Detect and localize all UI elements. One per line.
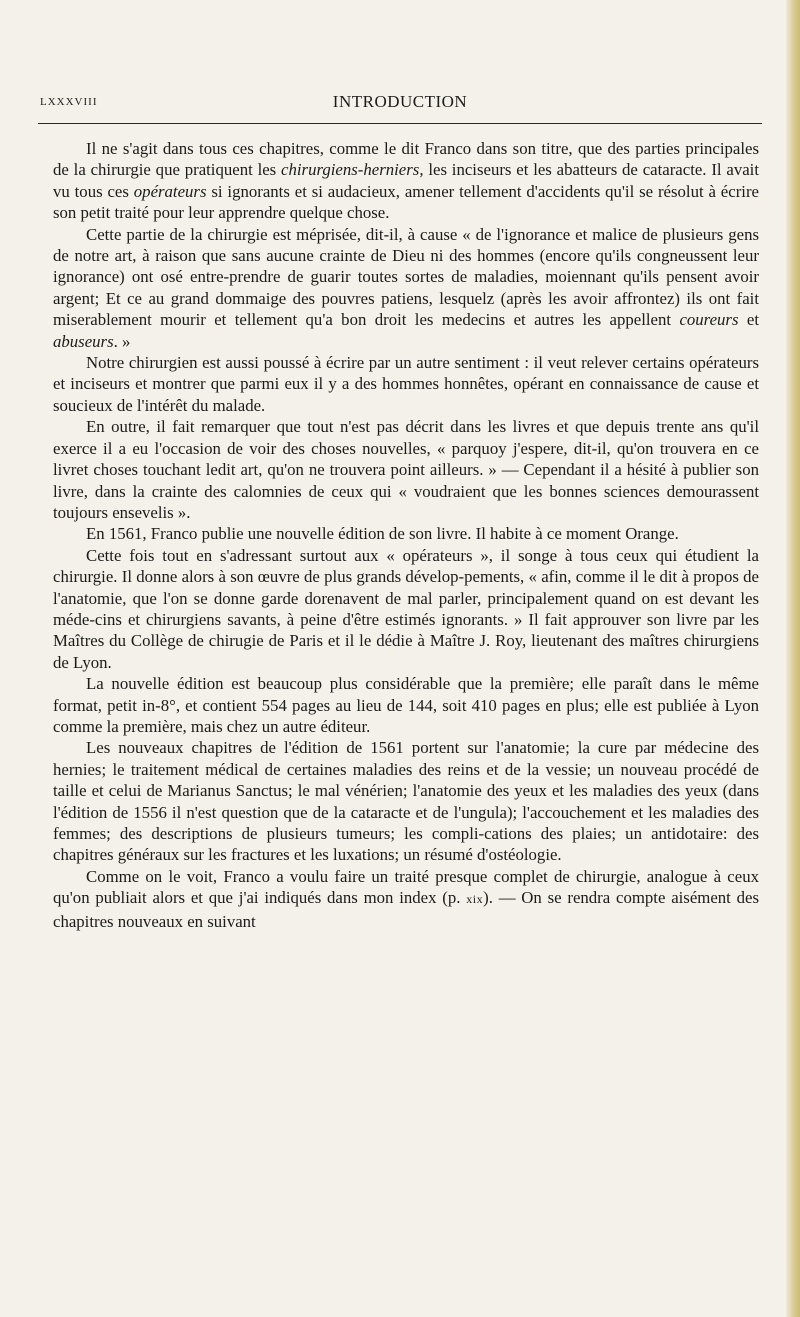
paragraph-8: Les nouveaux chapitres de l'édition de 1561 portent sur l'anatomie; la cure par médecine des hernies; le traitement médical de certaines maladies des reins et de la vessie; un nouveau procédé de taille et celui de Marianus Sanctus; le mal vénérien; l'anatomie des yeux et les maladies des yeux (dans l'édition de 1556 il n'est question que de la cataracte et de l'ungula); l'accouchement et les maladies des femmes; des descriptions de plusieurs tumeurs; les compli-cations des plaies; un antidotaire: des chapitres généraux sur les fractures et les luxations; un résumé d'ostéologie. [53, 738, 759, 865]
paragraph-2-italic-abuseurs: abuseurs [53, 331, 114, 351]
running-header [40, 92, 760, 120]
paragraph-2-text-a: Cette partie de la chirurgie est méprisée, dit-il, à cause « de l'ignorance et malice de plusieurs gens de notre art, à raison que sans aucune crainte de Dieu ni des hommes (encore qu'ils congneussent leur ignorance) ont osé entre-prendre de guarir toutes sortes de maladies, moiennant qu'ils pensent avoir argent; Et ce au grand dommaige des pouvres patiens, lesquelz (après les avoir affrontez) ils ont fait miserablement mourir et tellement qu'a bon droit les medecins et autres les appellent [53, 224, 759, 330]
paragraph-9-text-a: Comme on le voit, Franco a voulu faire un traité presque complet de chirurgie, analogue à ceux qu'on publiait alors et que j'ai indiqués dans mon index (p. [53, 866, 759, 908]
paragraph-1-text-e: si ignorants et si audacieux, amener tellement d'accidents qu'il se résolut à écrire son petit traité pour leur apprendre quelque chose. [53, 181, 759, 223]
paragraph-3: Notre chirurgien est aussi poussé à écrire par un autre sentiment : il veut relever certains opérateurs et inciseurs et montrer que parmi eux il y a des hommes honnêtes, opérant en connaissance de cause et soucieux de l'intérêt du malade. [53, 353, 759, 415]
paragraph-2 [53, 224, 759, 352]
paragraph-7: La nouvelle édition est beaucoup plus considérable que la première; elle paraît dans le même format, petit in-8°, et contient 554 pages au lieu de 144, soit 410 pages en plus; elle est publiée à Lyon comme la première, mais chez un autre éditeur. [53, 674, 759, 736]
paragraph-4: En outre, il fait remarquer que tout n'est pas décrit dans les livres et que depuis trente ans qu'il exerce il a eu l'occasion de voir des choses nouvelles, « parquoy j'espere, dit-il, qu'on trouvera en ce livret choses touchant ledit art, qu'on ne trouvera point ailleurs. » — Cependant il a hésité à publier son livre, dans la crainte des calomnies de ceux qui « voudraient que les bonnes sciences demourassent toujours ensevelis ». [53, 417, 759, 522]
paragraph-2-text-c: et [738, 310, 759, 330]
paragraph-1-italic-operateurs: opérateurs [133, 181, 207, 201]
paragraph-1-italic-chirurgiens: chirurgiens-herniers, [281, 160, 424, 180]
paragraph-1 [53, 138, 759, 224]
paragraph-1-text-a: Il ne s'agit dans tous ces chapitres, comme le dit Franco dans son titre, que des parties principales de la chirurgie que pratiquent les [53, 139, 759, 180]
paragraph-2-italic-coureurs: coureurs [679, 310, 739, 330]
paragraph-9 [53, 866, 759, 932]
header-rule [38, 123, 762, 124]
paragraph-9-text-c: ). — On se rendra compte aisément des chapitres nouveaux en suivant [53, 888, 759, 931]
paragraph-5: En 1561, Franco publie une nouvelle édition de son livre. Il habite à ce moment Orange. [86, 524, 679, 544]
paragraph-6: Cette fois tout en s'adressant surtout aux « opérateurs », il songe à tous ceux qui étudient la chirurgie. Il donne alors à son œuvre de plus grands dévelop-pements, « afin, comme il le dit à propos de l'anatomie, que l'on se donne garde dorenavent de mal parler, principalement quand on est devant les méde-cins et chirurgiens savants, à peine d'être estimés ignorants. » Il fait approuver son livre par les Maîtres du Collège de chirugie de Paris et il le dédie à Maître J. Roy, lieutenant des maîtres chirurgiens de Lyon. [53, 545, 759, 672]
page-edge-shadow [786, 0, 800, 1317]
paragraph-2-text-e: . » [113, 331, 131, 351]
paragraph-1-text-c: les inciseurs et les abatteurs de cataracte. Il avait vu tous ces [53, 160, 760, 201]
running-title: INTRODUCTION [332, 92, 468, 111]
page-number: LXXXVIII [40, 96, 98, 108]
paragraph-9-roman-page-ref: xix [466, 892, 484, 907]
body-text [53, 138, 759, 932]
